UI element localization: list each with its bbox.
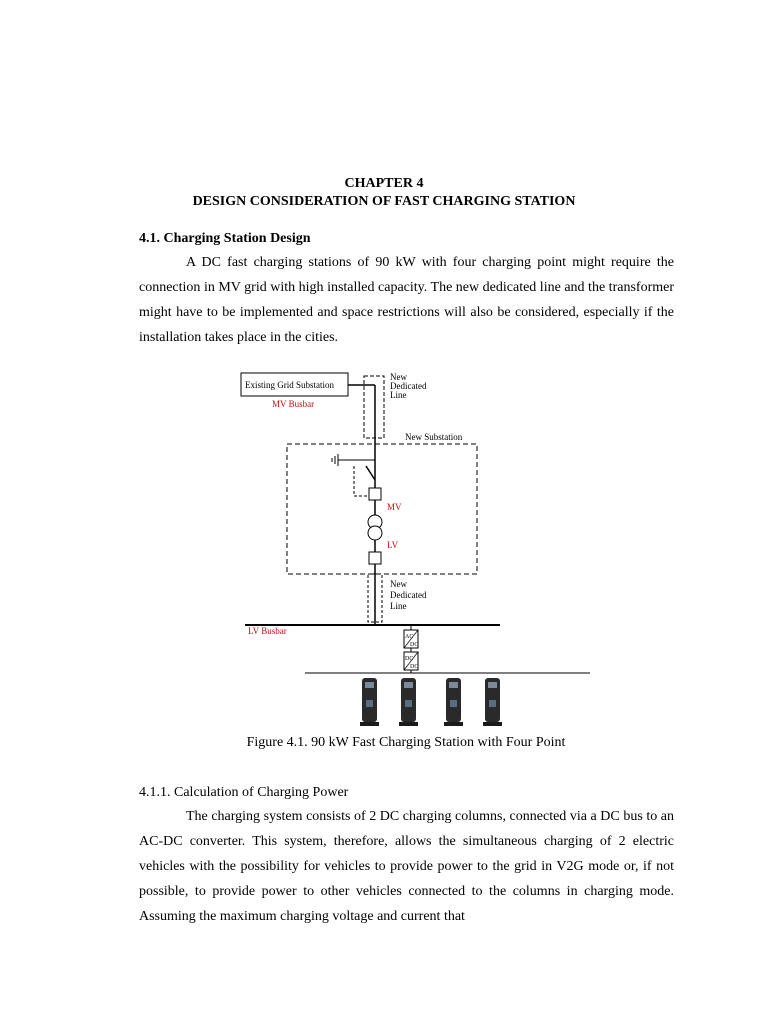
section-4-1-paragraph: A DC fast charging stations of 90 kW with four charging point might require the connection in MV grid with high installed capacity. The new dedicated line and the transformer might have to be implemented and space restrictions will also be considered, especially if the installation takes place in the cities. <box>139 255 674 345</box>
existing-substation-label: Existing Grid Substation <box>245 380 335 390</box>
mv-breaker <box>369 488 381 500</box>
figure-caption: Figure 4.1. 90 kW Fast Charging Station with Four Point <box>246 735 566 750</box>
charger-4 <box>483 678 502 726</box>
section-4-1-1-paragraph: The charging system consists of 2 DC charging columns, connected via a DC bus to an AC-DC converter. This system, therefore, allows the simultaneous charging of 2 electric vehicles with the possibility for vehicles to provide power to the grid in V2G mode or, if not possible, to provide power to other vehicles connected to the columns in charging mode. Assuming the maximum charging voltage and current that <box>139 809 674 924</box>
new-line-top-text-1: New <box>390 372 407 382</box>
new-line-top-text-2: Dedicated <box>390 381 427 391</box>
charging-station-diagram <box>230 368 600 730</box>
lv-breaker <box>369 552 381 564</box>
transformer-winding-2 <box>368 526 382 540</box>
section-heading-4-1-1: 4.1.1. Calculation of Charging Power <box>139 785 349 800</box>
lv-busbar-label: LV Busbar <box>248 626 287 636</box>
new-line-bottom-text-1: New <box>390 579 407 589</box>
dc-dc-top-text: DC <box>405 656 414 662</box>
new-substation-box <box>287 444 477 574</box>
charger-3 <box>444 678 463 726</box>
disconnect-switch <box>366 466 375 480</box>
ac-dc-bottom-text: DC <box>410 642 419 648</box>
chapter-title: DESIGN CONSIDERATION OF FAST CHARGING STATION <box>192 194 576 209</box>
chapter-number: CHAPTER 4 <box>344 176 424 191</box>
ac-dc-top-text: AC <box>405 634 414 640</box>
new-line-top-text-3: Line <box>390 390 407 400</box>
lv-label: LV <box>387 540 399 550</box>
new-line-bottom-text-2: Dedicated <box>390 590 427 600</box>
mv-label: MV <box>387 502 402 512</box>
new-substation-label: New Substation <box>405 432 463 442</box>
charger-2 <box>399 678 418 726</box>
mv-busbar-label: MV Busbar <box>272 399 315 409</box>
dc-dc-bottom-text: DC <box>410 664 419 670</box>
new-line-bottom-text-3: Line <box>390 601 407 611</box>
charger-1 <box>360 678 379 726</box>
section-heading-4-1: 4.1. Charging Station Design <box>139 231 311 246</box>
